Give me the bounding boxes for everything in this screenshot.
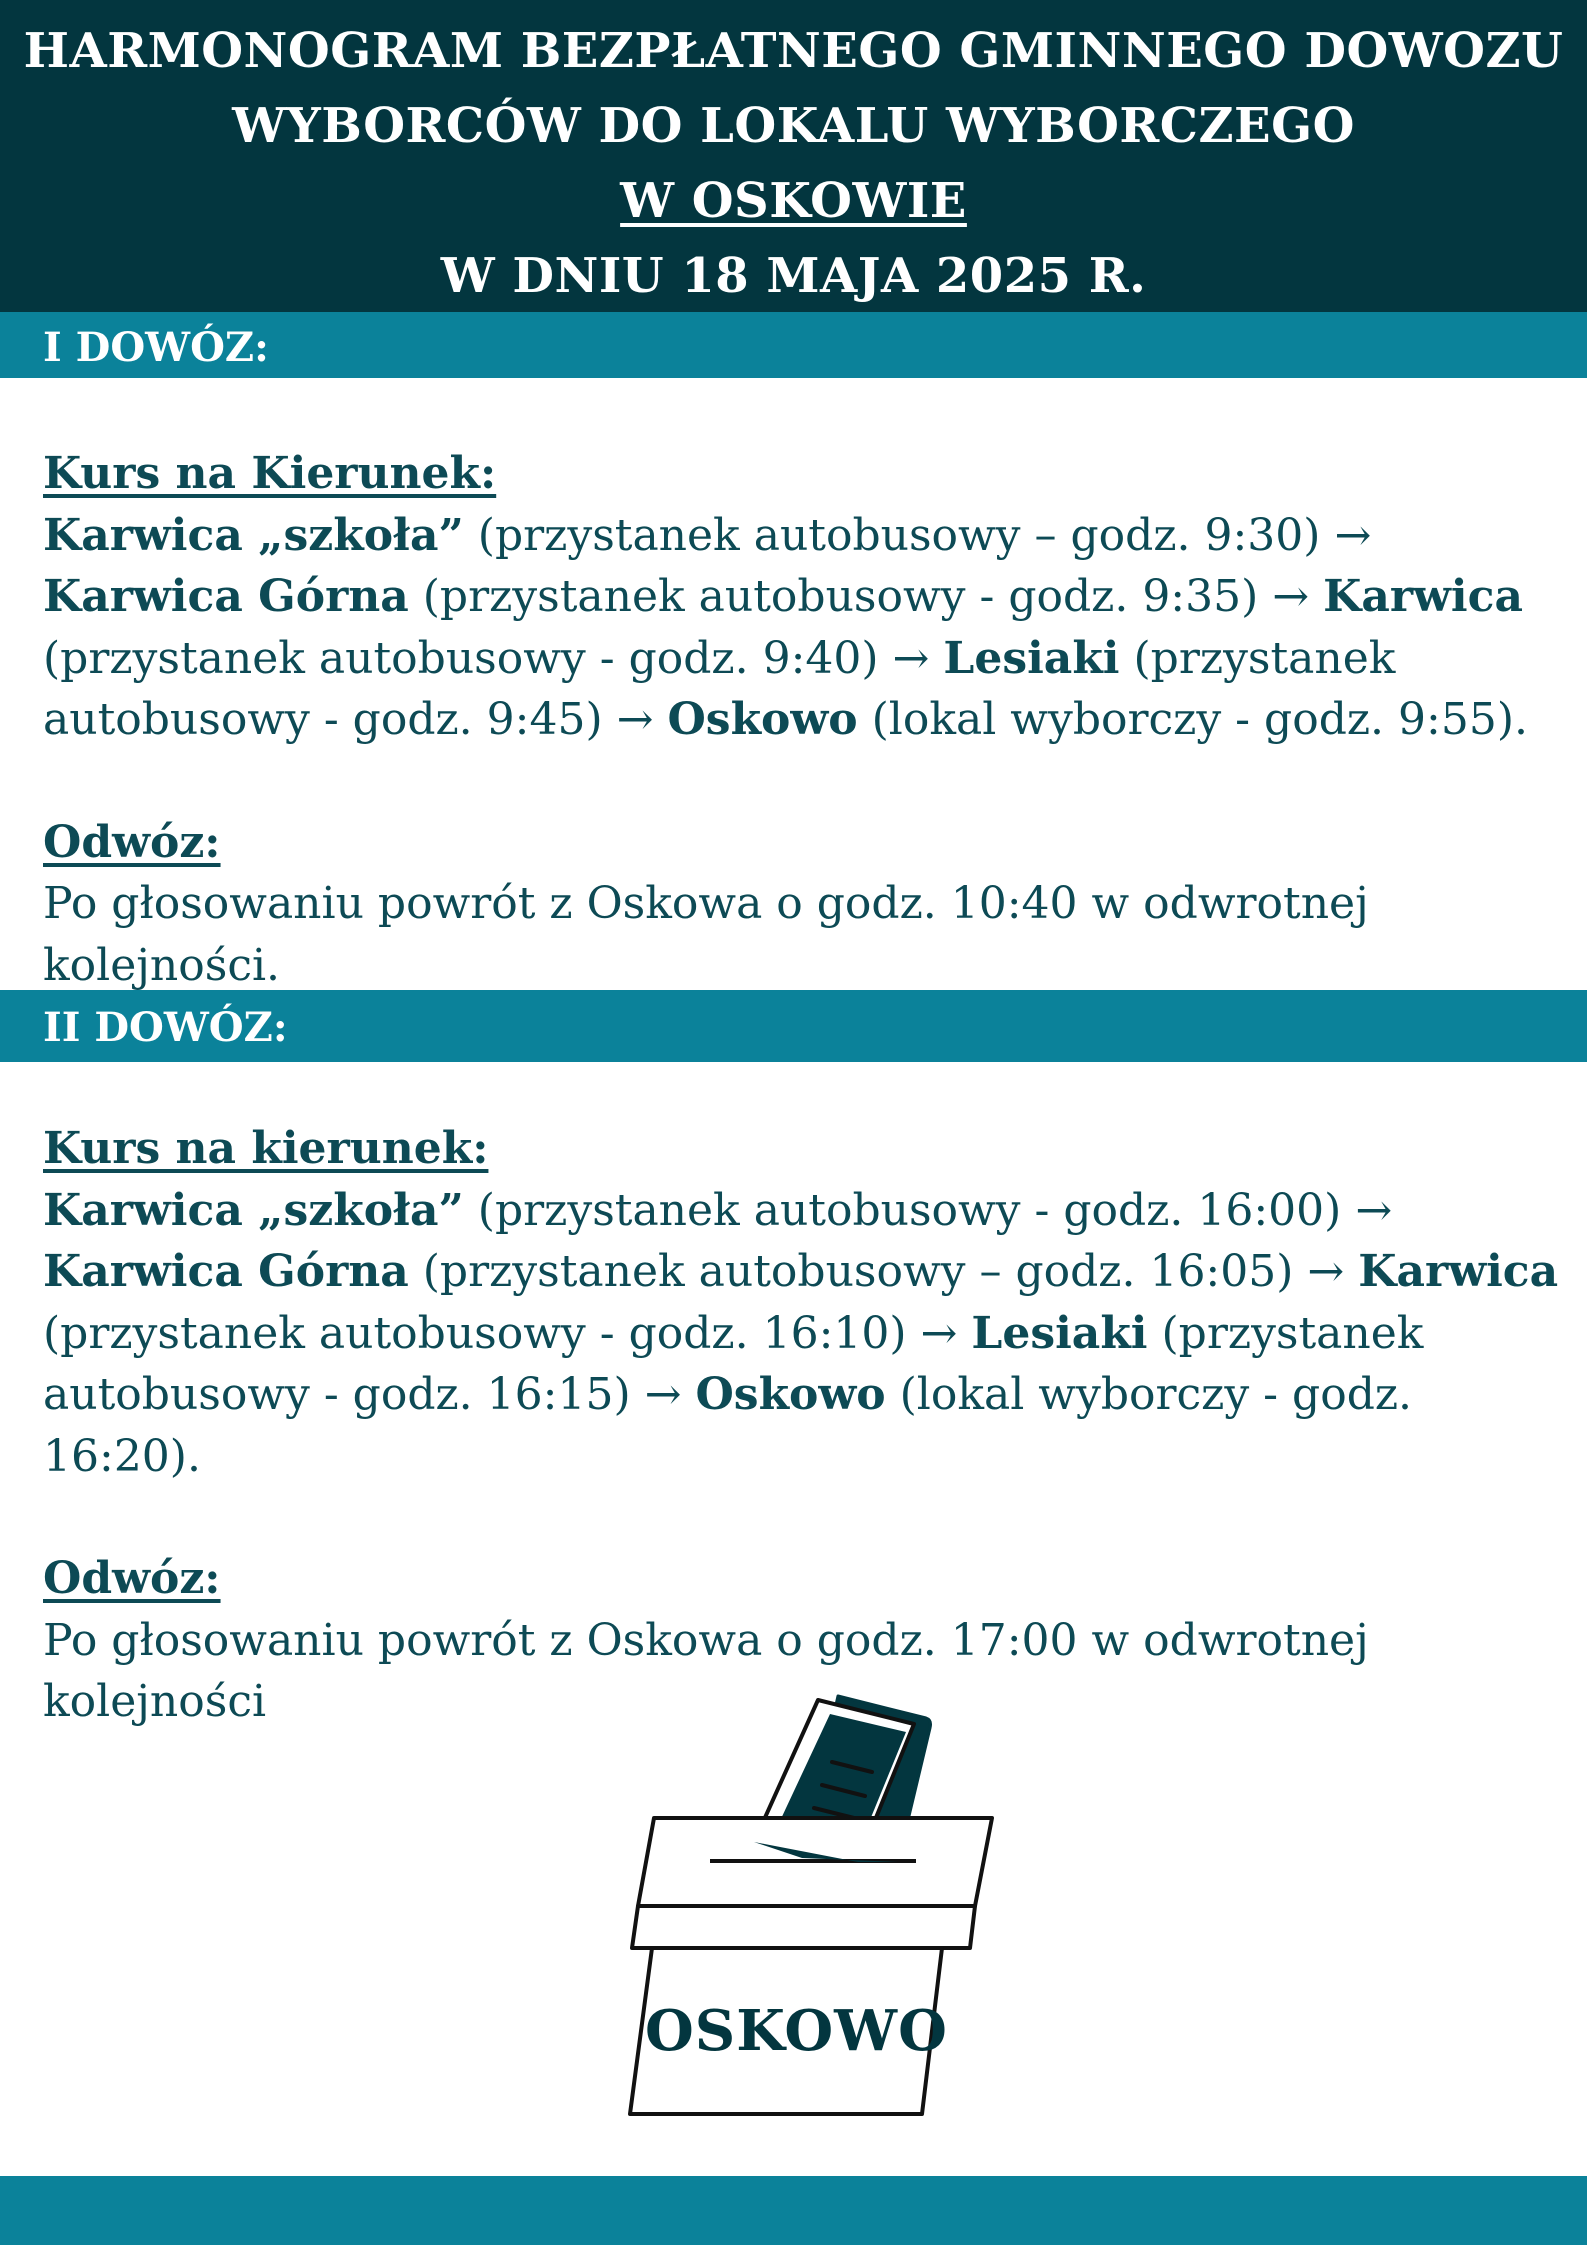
header-date: W DNIU 18 MAJA 2025 R. <box>440 248 1147 304</box>
section1-stop4-name: Lesiaki <box>943 632 1120 684</box>
header-location: W OSKOWIE <box>620 173 967 229</box>
section1-stop2-info: (przystanek autobusowy - godz. 9:35) → <box>408 571 1324 622</box>
section2-stop5-info: (lokal wyborczy - godz. 16:20). <box>43 1369 1413 1482</box>
section2-stop4-info: (przystanek autobusowy - godz. 16:15) → <box>43 1307 1424 1420</box>
section1-route <box>43 505 1573 751</box>
section1-stop5-name: Oskowo <box>667 694 858 745</box>
section2-stop2-info: (przystanek autobusowy – godz. 16:05) → <box>408 1246 1359 1297</box>
section1-stop1-info: (przystanek autobusowy – godz. 9:30) → <box>463 509 1372 561</box>
spacer <box>43 751 1573 812</box>
spacer <box>43 1487 1573 1548</box>
page-header <box>0 0 1587 312</box>
section2-return-heading: Odwóz: <box>43 1553 221 1604</box>
header-title-line-2: WYBORCÓW DO LOKALU WYBORCZEGO <box>232 98 1355 154</box>
section2-stop3-info: (przystanek autobusowy - godz. 16:10) → <box>43 1307 972 1359</box>
section2-stop1-info: (przystanek autobusowy - godz. 16:00) → <box>463 1184 1393 1236</box>
section2-band <box>0 990 1587 1062</box>
section1-stop2-name: Karwica Górna <box>43 571 409 622</box>
section2-route-heading: Kurs na kierunek: <box>43 1123 489 1174</box>
section2-return-text: Po głosowaniu powrót z Oskowa o godz. 17:00 w odwrotnej kolejności <box>43 1614 1369 1727</box>
section2-stop3-name: Karwica <box>1358 1246 1559 1297</box>
ballot-box-rim <box>632 1906 975 1948</box>
section1-band-label: I DOWÓZ: <box>43 324 269 371</box>
section1-stop3-name: Karwica <box>1323 571 1523 622</box>
section2-route <box>43 1180 1573 1488</box>
section2-stop5-name: Oskowo <box>695 1369 886 1420</box>
section2-band-label: II DOWÓZ: <box>43 1004 288 1051</box>
ballot-box-label: OSKOWO <box>645 1998 948 2064</box>
section1-stop1-name: Karwica „szkoła” <box>43 509 464 561</box>
footer-band <box>0 2176 1587 2245</box>
section1-return-text: Po głosowaniu powrót z Oskowa o godz. 10:40 w odwrotnej kolejności. <box>43 878 1369 991</box>
section1-stop3-info: (przystanek autobusowy - godz. 9:40) → <box>43 632 944 684</box>
section2-stop1-name: Karwica „szkoła” <box>43 1184 464 1236</box>
section2-stop2-name: Karwica Górna <box>43 1246 409 1297</box>
section1-stop4-info: (przystanek autobusowy - godz. 9:45) → <box>43 632 1396 745</box>
section1-stop5-info: (lokal wyborczy - godz. 9:55). <box>857 694 1528 745</box>
section1-route-heading: Kurs na Kierunek: <box>43 448 497 499</box>
section2-content <box>43 1118 1573 1733</box>
section2-stop4-name: Lesiaki <box>971 1307 1148 1359</box>
section1-content <box>43 443 1573 996</box>
section1-band <box>0 312 1587 378</box>
header-title-line-1: HARMONOGRAM BEZPŁATNEGO GMINNEGO DOWOZU <box>23 23 1564 79</box>
section1-return-heading: Odwóz: <box>43 816 221 868</box>
